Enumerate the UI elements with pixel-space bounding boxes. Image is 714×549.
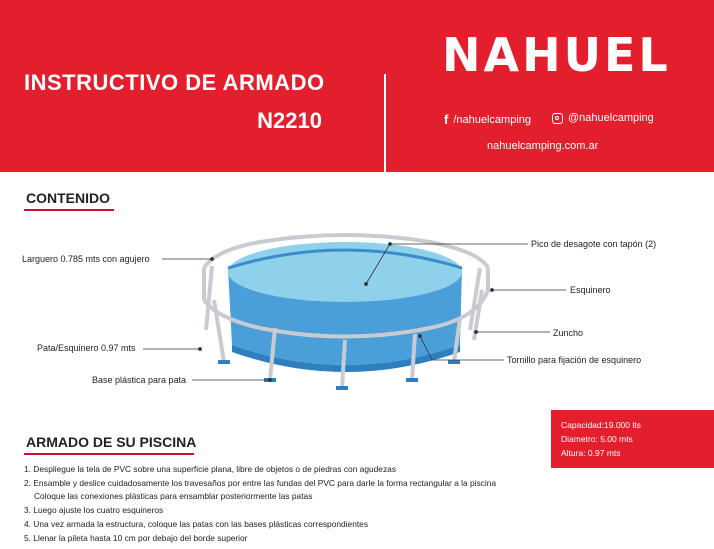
step-item: 3. Luego ajuste los cuatro esquineros [24, 505, 164, 516]
label-pico: Pico de desagote con tapón (2) [531, 239, 657, 249]
step-item: Coloque las conexiones plásticas para ensamblar posteriormente las patas [34, 491, 313, 502]
label-larguero: Larguero 0.785 mts con agujero [22, 254, 150, 264]
facebook-handle: /nahuelcamping [453, 113, 532, 126]
spec-diameter: Diametro: 5.00 mts [561, 434, 633, 444]
model-number: N2210 [257, 108, 322, 133]
step-item: 4. Una vez armada la estructura, coloque las patas con las bases plásticas correspondientes [24, 518, 369, 529]
assembly-underline [24, 453, 194, 455]
instagram-handle: @nahuelcamping [568, 112, 654, 124]
assembly-title: ARMADO DE SU PISCINA [26, 434, 197, 450]
website-link[interactable]: nahuelcamping.com.ar [487, 140, 599, 152]
step-item: 1. Despliegue la tela de PVC sobre una superficie plana, libre de objetos o de piedras con agudezas [24, 464, 397, 474]
label-base: Base plástica para pata [92, 375, 187, 385]
nahuel-logo: NAHUEL [442, 28, 671, 82]
contents-title: CONTENIDO [26, 190, 110, 206]
spec-height: Altura: 0.97 mts [561, 448, 621, 458]
step-item: 5. Llenar la pileta hasta 10 cm por debajo del borde superior [24, 532, 248, 543]
facebook-icon: f [444, 112, 449, 127]
assembly-steps [24, 463, 496, 545]
page-title: INSTRUCTIVO DE ARMADO [24, 70, 325, 95]
label-zuncho: Zuncho [553, 328, 584, 338]
spec-capacity: Capacidad:19.000 lts [561, 420, 641, 430]
label-tornillo: Tornillo para fijación de esquinero [507, 355, 642, 365]
label-esquinero: Esquinero [570, 285, 611, 295]
label-pata: Pata/Esquinero 0.97 mts [37, 343, 136, 353]
specs-box [551, 410, 714, 468]
step-item: 2. Ensamble y deslice cuidadosamente los travesaños por entre las fundas del PVC para darle la forma rectangular a la piscina [24, 477, 497, 488]
